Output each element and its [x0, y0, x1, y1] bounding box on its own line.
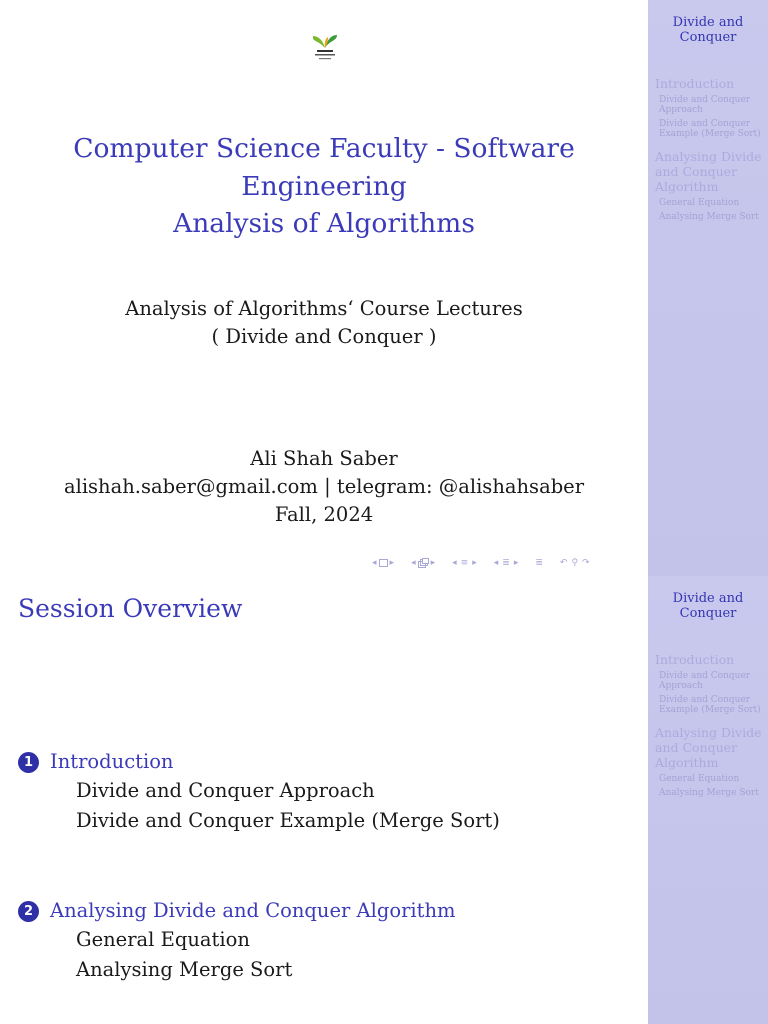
toc-subsection-merge-sort[interactable]: Analysing Merge Sort	[76, 957, 293, 981]
toc-subsection-example[interactable]: Divide and Conquer Example (Merge Sort)	[76, 808, 500, 832]
nav-subsection-list-group[interactable]	[492, 558, 521, 568]
title-slide-main	[0, 0, 648, 576]
sidebar-subsection-example[interactable]: Divide and Conquer Example (Merge Sort)	[659, 119, 761, 139]
sidebar-section-introduction[interactable]: Introduction	[655, 652, 735, 667]
search-icon[interactable]: ⚲	[571, 558, 579, 568]
author-name: Ali Shah Saber	[250, 447, 398, 470]
toc-subsection-general-equation[interactable]: General Equation	[76, 928, 250, 951]
subtitle-line-1: Analysis of Algorithms‘ Course Lectures	[125, 297, 523, 320]
toc-subsection-approach[interactable]: Divide and Conquer Approach	[76, 779, 375, 802]
title-line-1: Computer Science Faculty - Software	[73, 133, 575, 164]
nav-left-arrow-icon[interactable]: ◂	[372, 558, 377, 568]
section-number-badge: 2	[18, 901, 39, 922]
nav-search-group[interactable]	[558, 558, 592, 568]
nav-right-arrow-icon[interactable]: ▸	[389, 558, 395, 568]
nav-left-arrow-icon[interactable]: ◂	[493, 558, 499, 568]
frame-title: Session Overview	[18, 594, 243, 623]
presentation-title	[0, 130, 648, 243]
overview-slide-main	[0, 576, 648, 1024]
toc-section-label[interactable]: Introduction	[50, 750, 174, 773]
section-number-badge: 1	[18, 752, 39, 773]
sidebar-subsection-approach[interactable]: Divide and Conquer Approach	[659, 95, 751, 115]
sidebar-subsection-general-equation[interactable]: General Equation	[659, 774, 740, 784]
toc-section-introduction[interactable]	[18, 748, 638, 776]
beamer-navigation-bar	[370, 556, 592, 570]
title-line-3: Analysis of Algorithms	[173, 208, 475, 239]
sidebar	[648, 0, 768, 576]
table-of-contents	[18, 748, 638, 984]
nav-right-arrow-icon[interactable]: ▸	[472, 558, 477, 568]
title-line-2: Engineering	[241, 170, 407, 202]
subsection-icon	[418, 558, 429, 568]
presentation-date: Fall, 2024	[274, 503, 374, 526]
sidebar-title[interactable]: Divide and Conquer	[672, 591, 744, 621]
sidebar-subsection-general-equation[interactable]: General Equation	[659, 198, 740, 208]
subtitle-line-2: ( Divide and Conquer )	[211, 325, 437, 348]
nav-left-arrow-icon[interactable]: ◂	[411, 558, 416, 568]
section-icon: ≡	[460, 558, 469, 568]
forward-icon[interactable]: ↷	[582, 558, 590, 568]
sidebar-section-analysing[interactable]: Analysing Divide and Conquer Algorithm	[655, 725, 762, 770]
nav-left-arrow-icon[interactable]: ◂	[452, 558, 457, 568]
back-icon[interactable]: ↶	[559, 558, 568, 568]
frame-icon	[379, 559, 388, 567]
nav-right-arrow-icon[interactable]: ▸	[430, 558, 436, 568]
nav-frame-group[interactable]	[370, 558, 396, 568]
toc-section-label[interactable]: Analysing Divide and Conquer Algorithm	[50, 899, 456, 922]
author-info	[0, 445, 648, 529]
nav-subsection-group[interactable]	[409, 558, 437, 568]
nav-section-group[interactable]	[450, 558, 479, 568]
sidebar	[648, 576, 768, 1024]
sidebar-section-analysing[interactable]: Analysing Divide and Conquer Algorithm	[655, 149, 762, 194]
sidebar-subsection-example[interactable]: Divide and Conquer Example (Merge Sort)	[659, 695, 761, 715]
presentation-subtitle	[0, 295, 648, 351]
nav-right-arrow-icon[interactable]: ▸	[513, 558, 519, 568]
sidebar-subsection-merge-sort[interactable]: Analysing Merge Sort	[659, 788, 759, 798]
university-logo	[306, 30, 344, 64]
sidebar-title[interactable]: Divide and Conquer	[672, 15, 744, 45]
subsection-list-icon: ≣	[502, 558, 510, 568]
author-contact: alishah.saber@gmail.com | telegram: @alishahsaber	[63, 475, 585, 498]
toc-section-analysing[interactable]	[18, 897, 638, 925]
overview-slide	[0, 576, 768, 1024]
sidebar-subsection-merge-sort[interactable]: Analysing Merge Sort	[659, 212, 759, 222]
sidebar-section-introduction[interactable]: Introduction	[655, 76, 735, 91]
sidebar-subsection-approach[interactable]: Divide and Conquer Approach	[659, 671, 751, 691]
appendix-icon[interactable]: ≣	[535, 558, 543, 568]
nav-appendix-group[interactable]	[533, 558, 545, 568]
